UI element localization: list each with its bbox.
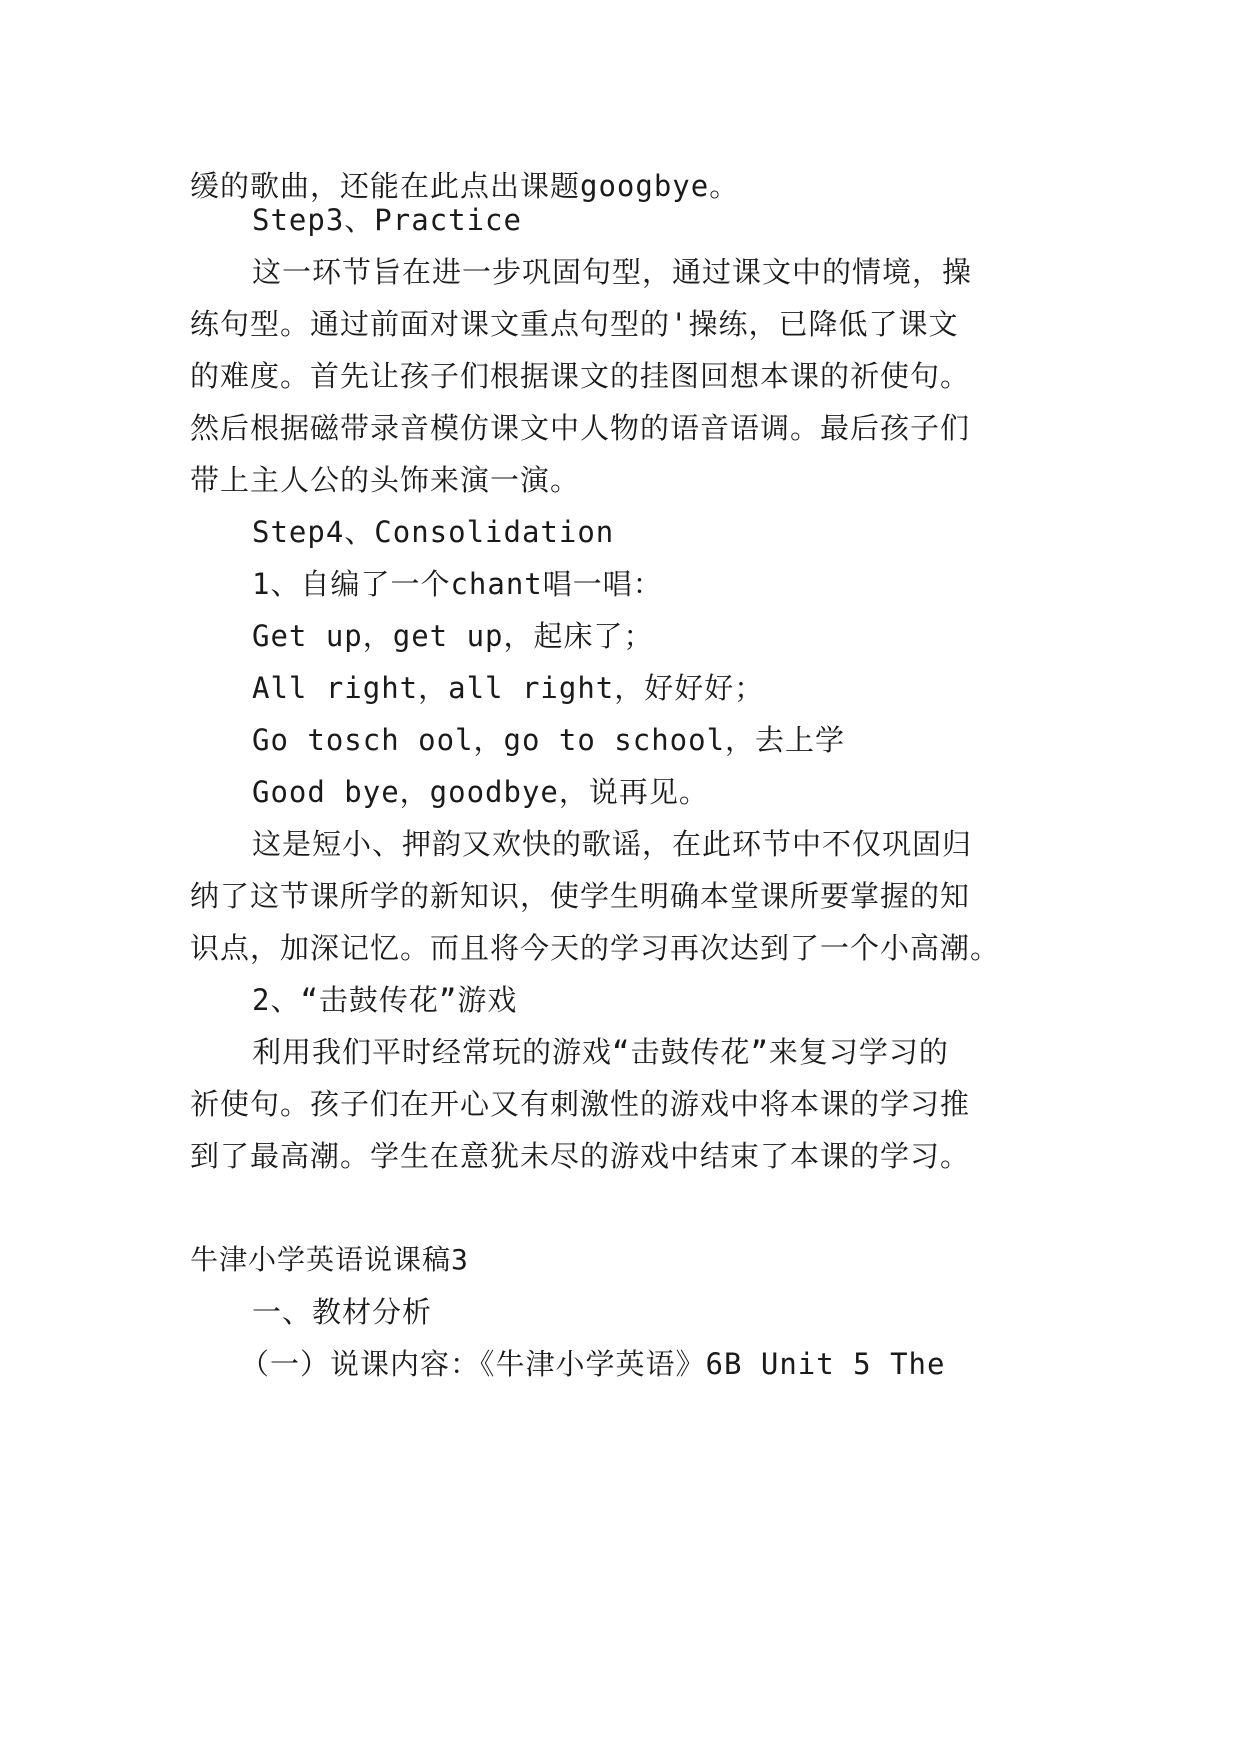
paragraph-line: 这是短小、押韵又欢快的歌谣，在此环节中不仅巩固归: [252, 827, 973, 861]
chant-line: Get up，get up，起床了；: [252, 619, 654, 653]
section-title: 牛津小学英语说课稿3: [190, 1243, 469, 1276]
list-item: 1、自编了一个chant唱一唱：: [252, 567, 663, 601]
paragraph-line: 缓的歌曲，还能在此点出课题googbye。: [190, 169, 740, 203]
paragraph-line: 纳了这节课所学的新知识，使学生明确本堂课所要掌握的知: [190, 879, 971, 913]
paragraph-line: 的难度。首先让孩子们根据课文的挂图回想本课的祈使句。: [190, 359, 971, 393]
paragraph-line: 然后根据磁带录音模仿课文中人物的语音语调。最后孩子们: [190, 411, 971, 445]
paragraph-line: （一）说课内容：《牛津小学英语》6B Unit 5 The: [240, 1347, 946, 1381]
paragraph-line: 利用我们平时经常玩的游戏“击鼓传花”来复习学习的: [252, 1035, 949, 1069]
chant-line: Good bye，goodbye，说再见。: [252, 775, 709, 809]
paragraph-line: 祈使句。孩子们在开心又有刺激性的游戏中将本课的学习推: [190, 1087, 971, 1121]
list-item: 2、“击鼓传花”游戏: [252, 983, 518, 1017]
paragraph-line: 带上主人公的头饰来演一演。: [190, 463, 581, 497]
paragraph-line: 这一环节旨在进一步巩固句型，通过课文中的情境，操: [252, 255, 973, 289]
paragraph-line: 练句型。通过前面对课文重点句型的'操练，已降低了课文: [190, 307, 959, 341]
step4-heading: Step4、Consolidation: [252, 515, 615, 549]
paragraph-line: 识点，加深记忆。而且将今天的学习再次达到了一个小高潮。: [190, 931, 1001, 965]
section-heading: 一、教材分析: [252, 1295, 433, 1329]
chant-line: Go tosch ool，go to school，去上学: [252, 723, 846, 757]
step3-heading: Step3、Practice: [252, 203, 522, 237]
chant-line: All right，all right，好好好；: [252, 671, 765, 705]
paragraph-line: 到了最高潮。学生在意犹未尽的游戏中结束了本课的学习。: [190, 1139, 971, 1173]
